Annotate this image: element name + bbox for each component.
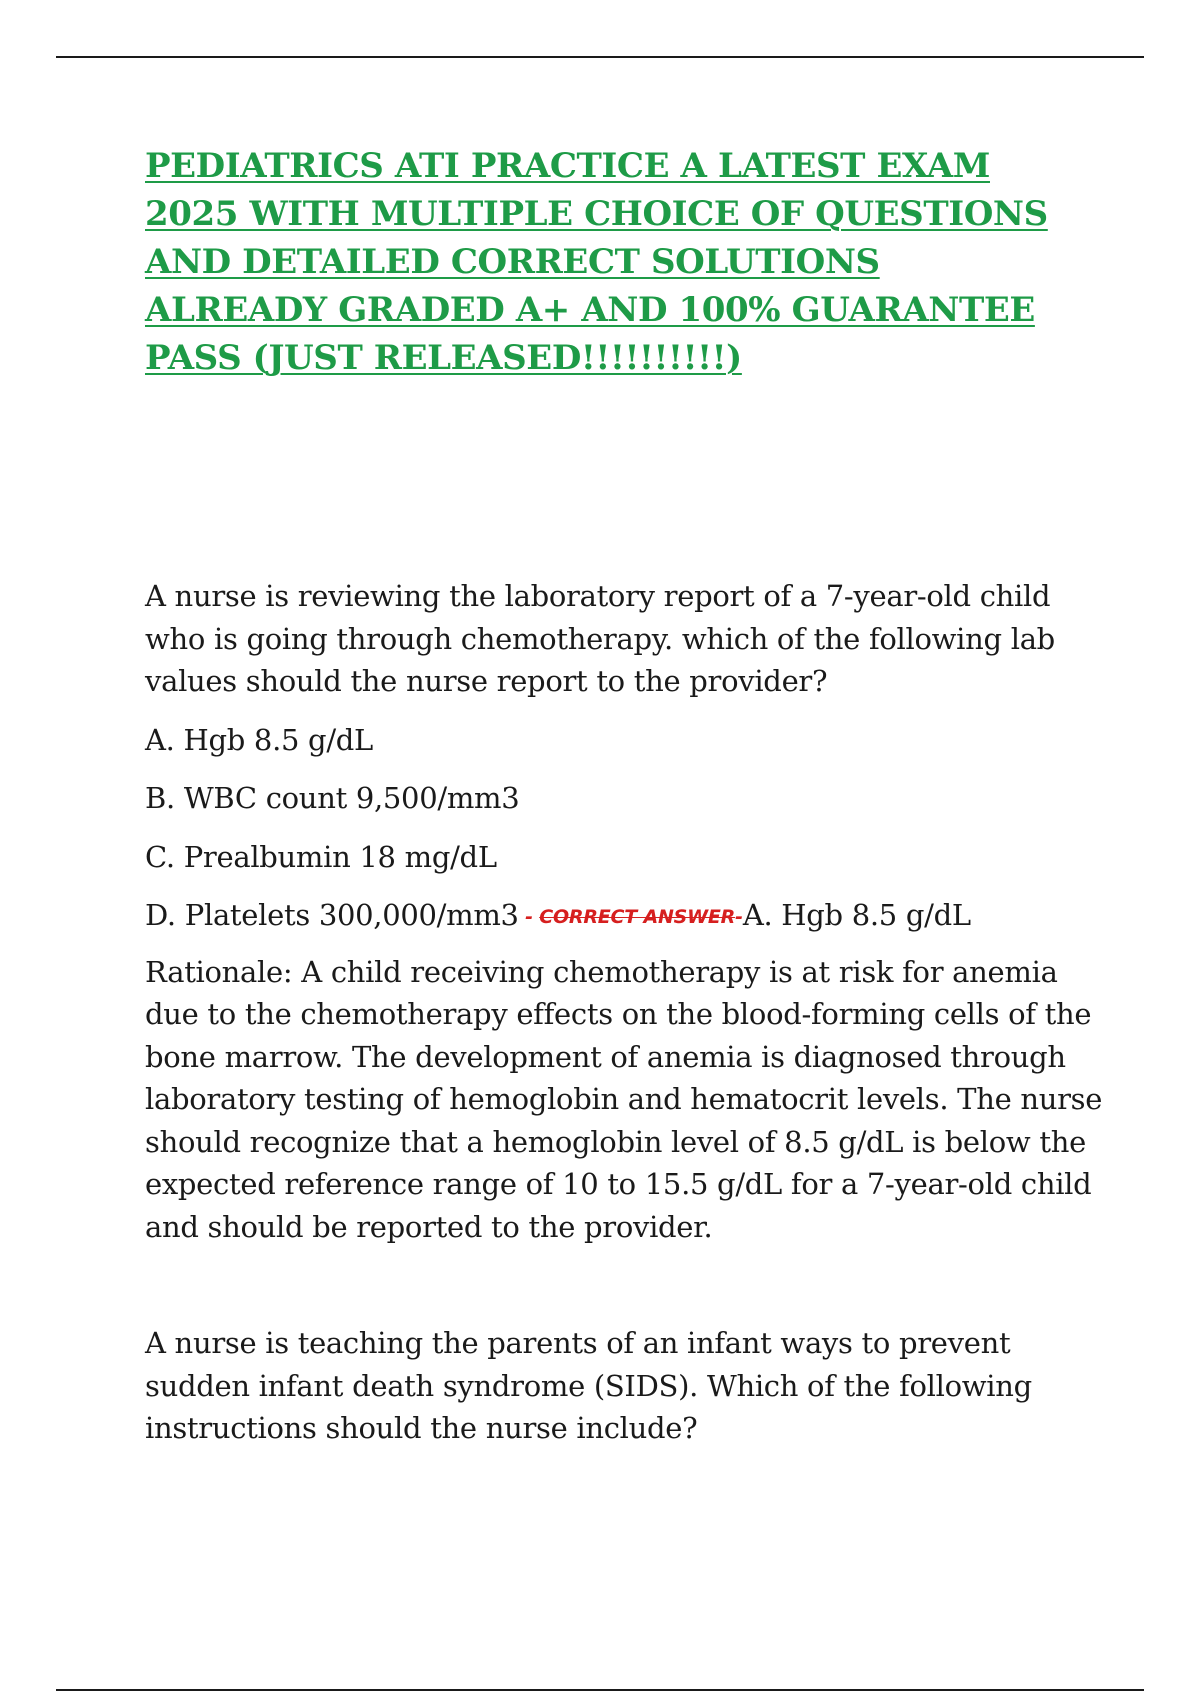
stem-line: A nurse is reviewing the laboratory report of a 7-year-old child xyxy=(145,579,1051,613)
correct-suffix: - xyxy=(735,906,743,928)
stem-line: who is going through chemotherapy. which of the following lab xyxy=(145,621,1055,656)
rationale-line: and should be reported to the provider. xyxy=(145,1209,713,1244)
stem-line: instructions should the nurse include? xyxy=(145,1411,698,1445)
rationale-line: due to the chemotherapy effects on the blood-forming cells of the xyxy=(145,997,1092,1031)
top-divider xyxy=(56,56,1144,58)
stem-line: sudden infant death syndrome (SIDS). Which of the following xyxy=(145,1368,1032,1403)
document-title xyxy=(145,142,1105,382)
option-d-with-answer xyxy=(145,894,1105,939)
title-line: ALREADY GRADED A+ AND 100% GUARANTEE xyxy=(145,290,1035,330)
option-d: D. Platelets 300,000/mm3 xyxy=(145,898,519,932)
option-c: C. Prealbumin 18 mg/dL xyxy=(145,839,497,874)
correct-answer-label: CORRECT ANSWER xyxy=(539,906,736,928)
bottom-divider xyxy=(56,1689,1144,1691)
document-body xyxy=(145,575,1105,1450)
rationale-line: expected reference range of 10 to 15.5 g/dL for a 7-year-old child xyxy=(145,1167,1092,1201)
rationale-line: should recognize that a hemoglobin level of 8.5 g/dL is below the xyxy=(145,1124,1086,1159)
option-a: A. Hgb 8.5 g/dL xyxy=(145,722,374,757)
rationale-line: Rationale: A child receiving chemotherapy is at risk for anemia xyxy=(145,954,1058,989)
question-1-stem xyxy=(145,575,1105,703)
title-line: PASS (JUST RELEASED!!!!!!!!!!) xyxy=(145,338,742,378)
title-line: AND DETAILED CORRECT SOLUTIONS xyxy=(145,242,880,282)
question-2-stem xyxy=(145,1322,1105,1450)
rationale-line: laboratory testing of hemoglobin and hematocrit levels. The nurse xyxy=(145,1082,1103,1116)
option-b: B. WBC count 9,500/mm3 xyxy=(145,781,520,815)
title-line: PEDIATRICS ATI PRACTICE A LATEST EXAM xyxy=(145,146,990,186)
stem-line: A nurse is teaching the parents of an infant ways to prevent xyxy=(145,1326,1011,1360)
rationale-line: bone marrow. The development of anemia is diagnosed through xyxy=(145,1039,1066,1074)
correct-prefix: - xyxy=(518,906,540,928)
correct-answer-value: A. Hgb 8.5 g/dL xyxy=(742,898,971,932)
correct-answer-marker xyxy=(519,906,743,928)
stem-line: values should the nurse report to the provider? xyxy=(145,664,828,698)
title-line: 2025 WITH MULTIPLE CHOICE OF QUESTIONS xyxy=(145,194,1048,234)
question-1-rationale xyxy=(145,951,1105,1249)
